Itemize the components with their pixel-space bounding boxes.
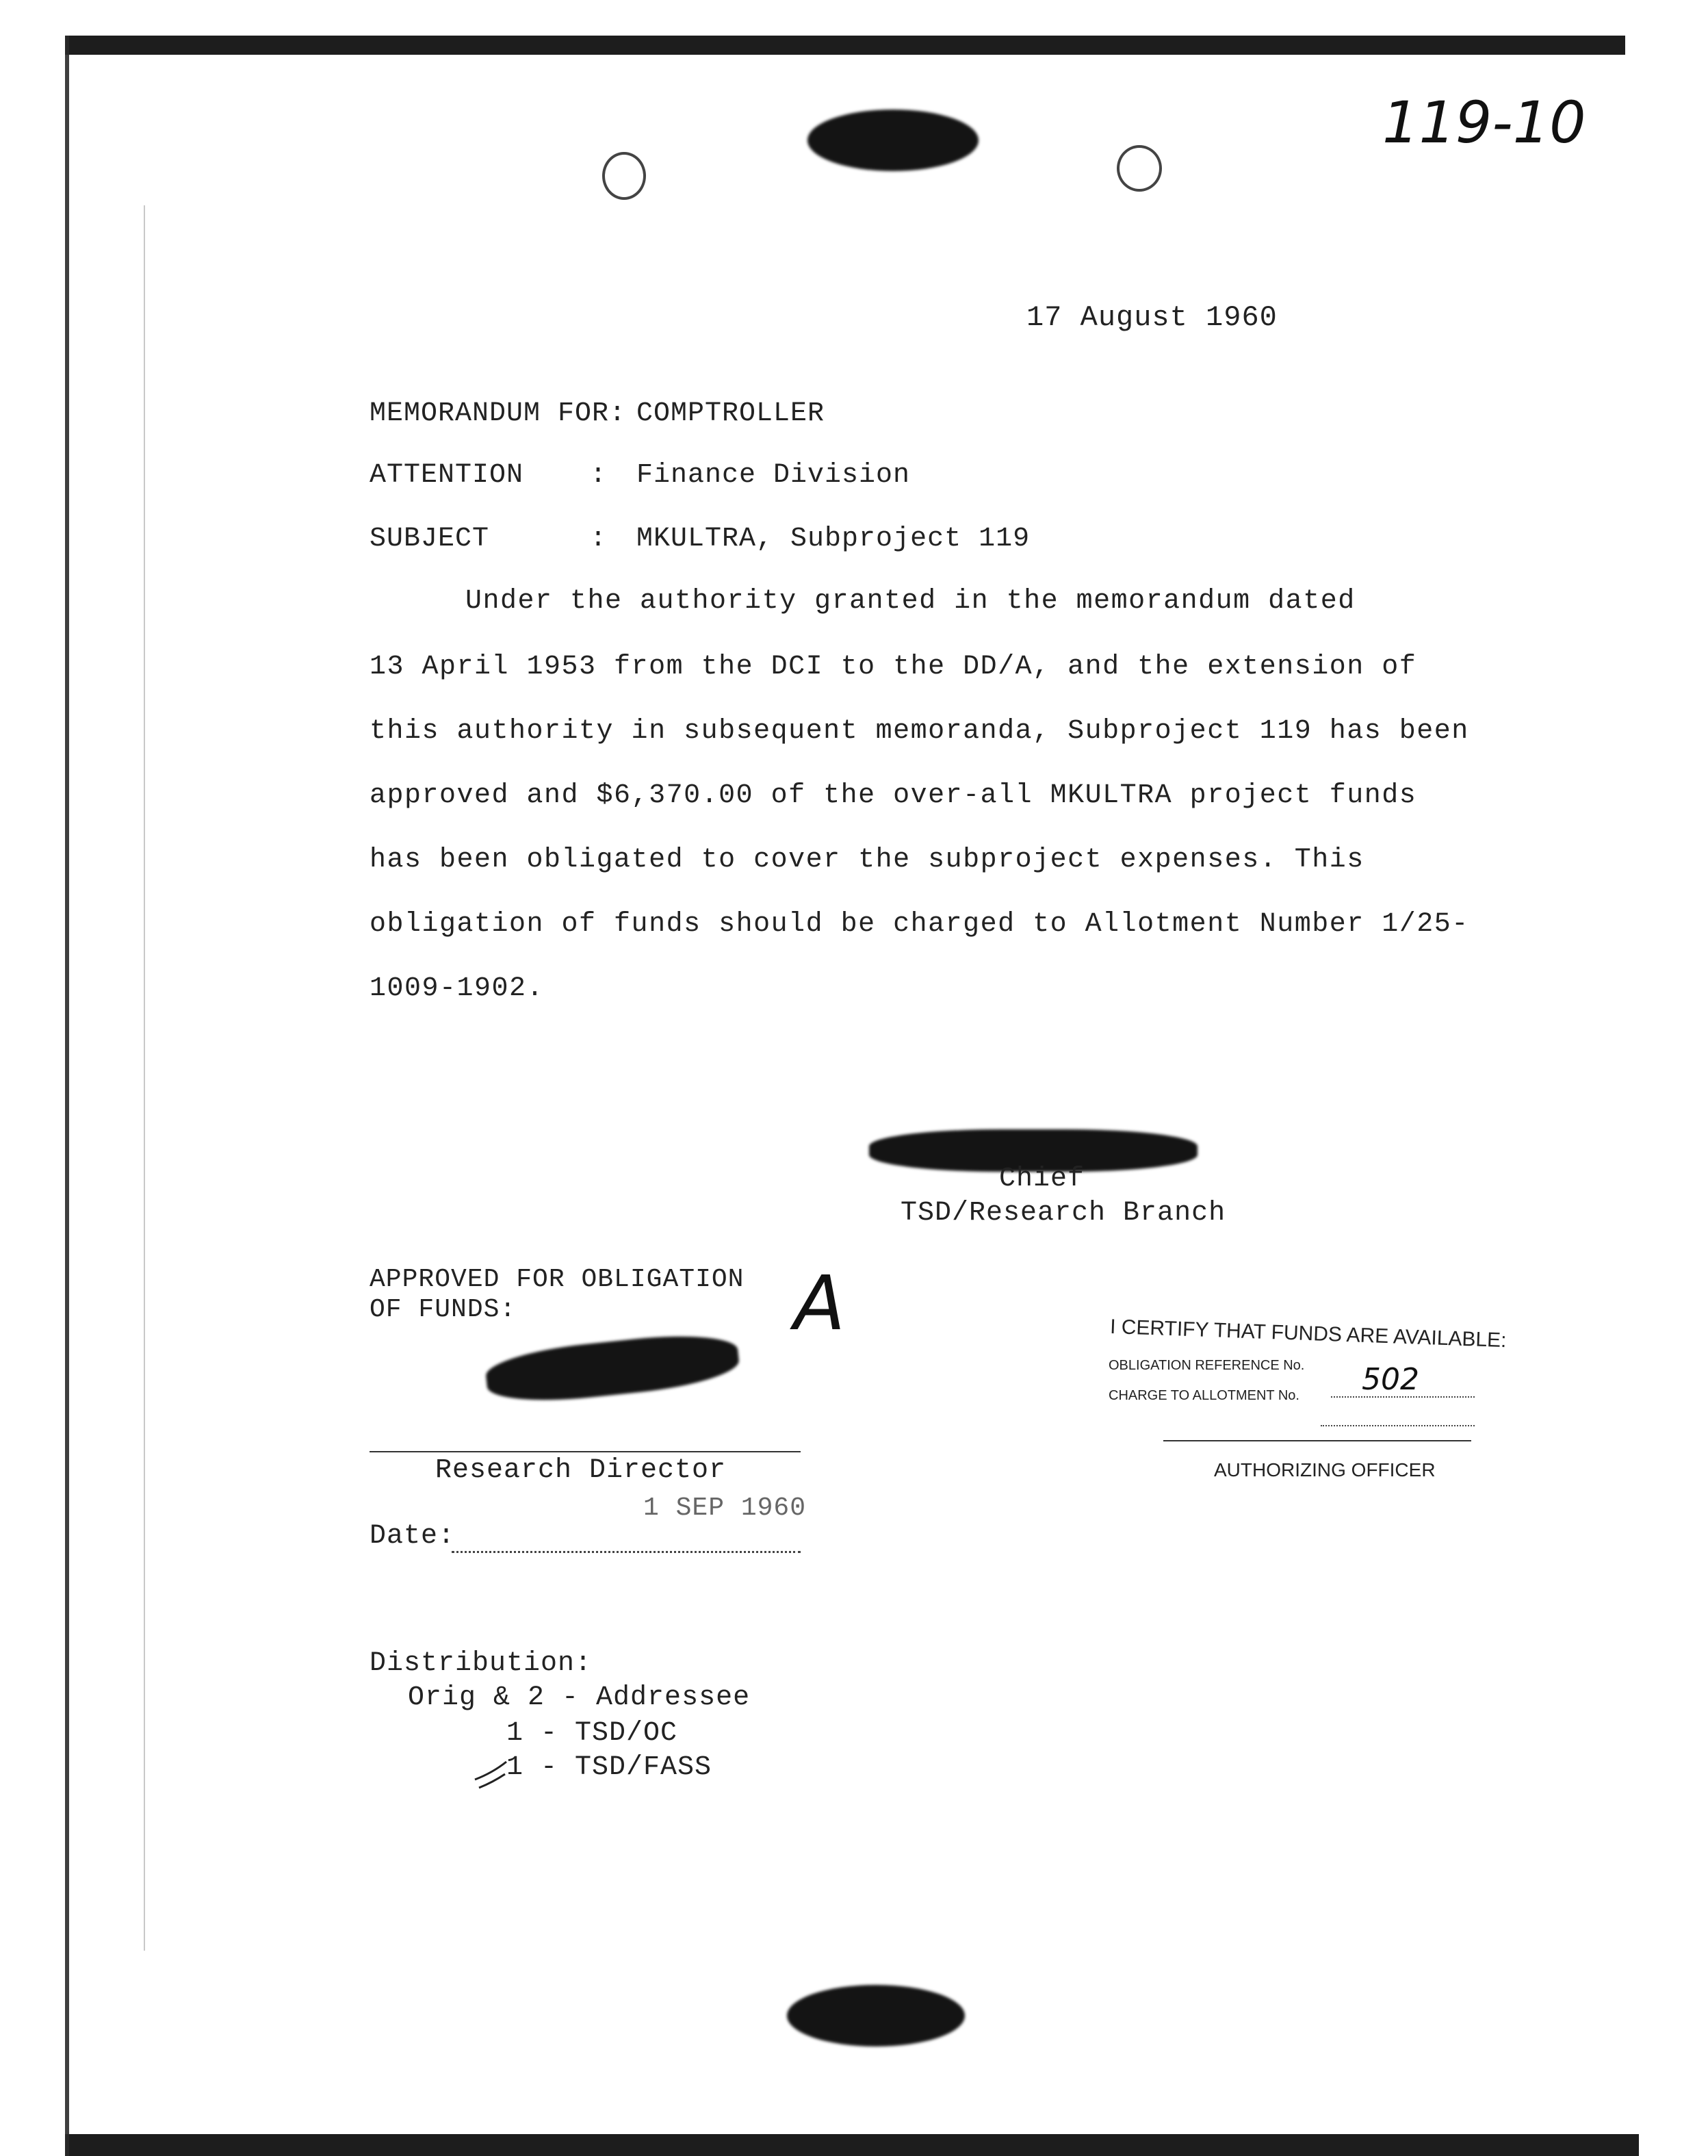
- signature-office: TSD/Research Branch: [901, 1198, 1226, 1229]
- certification-heading: I CERTIFY THAT FUNDS ARE AVAILABLE:: [1109, 1315, 1508, 1352]
- attention-separator: :: [590, 460, 608, 491]
- file-number: 119-10: [1382, 89, 1586, 156]
- scan-left-fold-line: [144, 205, 145, 1951]
- body-line: approved and $6,370.00 of the over-all MKULTRA project funds: [370, 780, 1417, 811]
- body-line: this authority in subsequent memoranda, Subproject 119 has been: [370, 716, 1469, 747]
- handwritten-check-mark: [472, 1752, 513, 1793]
- approval-date-stamp: 1 SEP 1960: [643, 1493, 807, 1523]
- obligation-reference-label: OBLIGATION REFERENCE No.: [1109, 1358, 1305, 1373]
- body-line: 13 April 1953 from the DCI to the DD/A, and the extension of: [370, 652, 1417, 682]
- distribution-item: 1 - TSD/FASS: [506, 1752, 712, 1783]
- body-line: obligation of funds should be charged to Allotment Number 1/25-: [370, 909, 1469, 940]
- subject-value: MKULTRA, Subproject 119: [636, 524, 1031, 554]
- charge-allotment-line: [1321, 1425, 1475, 1426]
- distribution-item: 1 - TSD/OC: [506, 1718, 678, 1749]
- memo-for-value: COMPTROLLER: [636, 398, 825, 429]
- obligation-reference-value: 502: [1362, 1362, 1419, 1397]
- redaction-bottom: [787, 1985, 965, 2046]
- body-line: has been obligated to cover the subproject expenses. This: [370, 845, 1364, 875]
- body-line: 1009-1902.: [370, 973, 545, 1004]
- attention-value: Finance Division: [636, 460, 911, 491]
- distribution-label: Distribution:: [370, 1648, 593, 1679]
- scan-bottom-edge: [65, 2134, 1639, 2156]
- body-line: Under the authority granted in the memorandum dated: [465, 586, 1356, 617]
- approval-mark: A: [794, 1259, 846, 1347]
- subject-label: SUBJECT: [370, 524, 490, 554]
- charge-allotment-label: CHARGE TO ALLOTMENT No.: [1109, 1388, 1299, 1403]
- subject-separator: :: [590, 524, 608, 554]
- approver-title: Research Director: [435, 1455, 727, 1486]
- approval-line-2: OF FUNDS:: [370, 1295, 517, 1324]
- scan-left-edge: [65, 36, 69, 2156]
- approver-signature-line: [370, 1451, 801, 1452]
- redaction-approver: [484, 1329, 741, 1408]
- punch-hole-right: [1117, 145, 1162, 192]
- scan-top-edge: [65, 36, 1625, 55]
- memo-date: 17 August 1960: [1026, 301, 1278, 334]
- approval-date-label: Date:: [370, 1521, 456, 1552]
- distribution-item: Orig & 2 - Addressee: [408, 1682, 751, 1713]
- authorizing-officer-line: [1163, 1440, 1471, 1441]
- redaction-top: [807, 110, 979, 171]
- attention-label: ATTENTION: [370, 460, 524, 491]
- punch-hole-left: [602, 152, 646, 200]
- approval-date-line: [452, 1551, 801, 1553]
- memo-for-label: MEMORANDUM FOR:: [370, 398, 627, 429]
- approval-line-1: APPROVED FOR OBLIGATION: [370, 1265, 745, 1294]
- signature-title: Chief: [999, 1164, 1085, 1194]
- authorizing-officer: AUTHORIZING OFFICER: [1214, 1459, 1436, 1480]
